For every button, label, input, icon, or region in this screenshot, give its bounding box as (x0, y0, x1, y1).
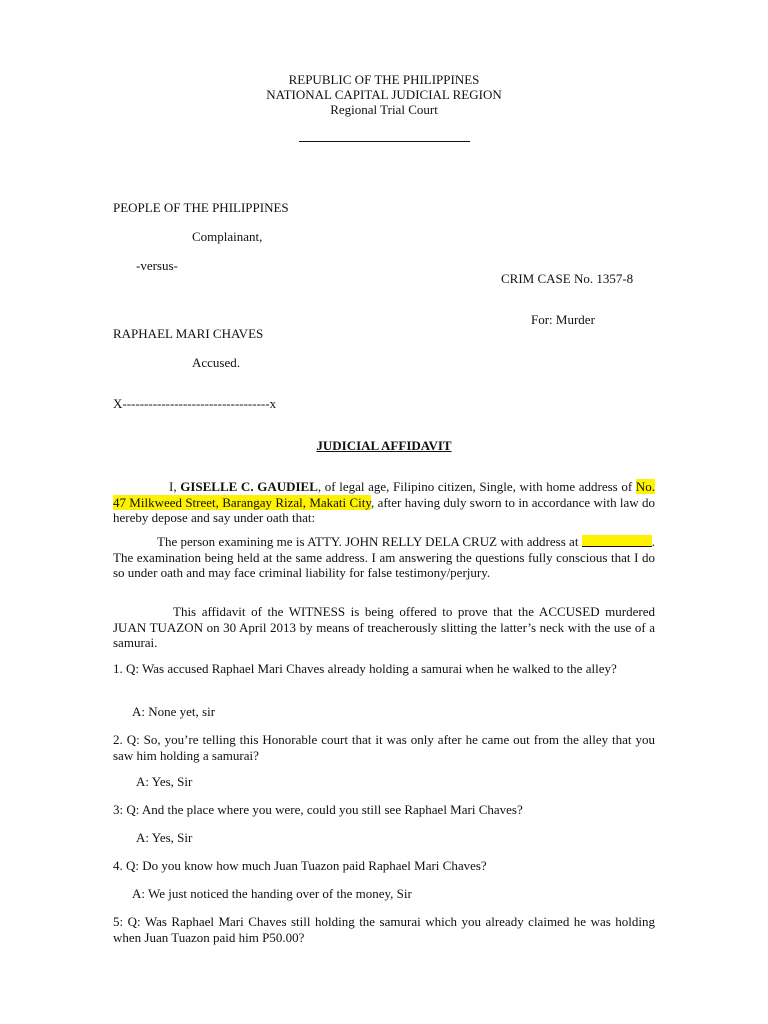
case-number: CRIM CASE No. 1357-8 (501, 271, 634, 286)
answer-2: A: Yes, Sir (136, 774, 193, 789)
header-line-2: NATIONAL CAPITAL JUDICIAL REGION (266, 87, 502, 102)
p2-text-a: The person examining me is ATTY. JOHN RELLY DELA CRUZ with address at (157, 534, 582, 549)
question-1: 1. Q: Was accused Raphael Mari Chaves already holding a samurai when he walked to the alley? (113, 661, 617, 676)
question-4: 4. Q: Do you know how much Juan Tuazon paid Raphael Mari Chaves? (113, 858, 487, 873)
header-line-3: Regional Trial Court (330, 102, 438, 117)
intro-paragraph-2 (113, 534, 655, 581)
accused-role: Accused. (192, 355, 241, 370)
offense-label: For: Murder (531, 312, 595, 327)
answer-3: A: Yes, Sir (136, 830, 193, 845)
question-2: 2. Q: So, you’re telling this Honorable court that it was only after he came out from the alley that you saw him holding a samurai? (113, 732, 655, 763)
affiant-address-highlight: No. 47 Milkweed Street, Barangay Rizal, Makati City (113, 479, 655, 510)
question-5: 5: Q: Was Raphael Mari Chaves still holding the samurai which you already claimed he was holding when Juan Tuazon paid him P50.00? (113, 914, 655, 945)
p1-text-c: , after having duly sworn to in accordance with law do hereby depose and say under oath that: (113, 494, 655, 525)
header-line-1: REPUBLIC OF THE PHILIPPINES (288, 72, 480, 87)
versus-label: -versus- (136, 258, 178, 273)
caption-separator: X----------------------------------x (113, 396, 277, 411)
affiant-name: GISELLE C. GAUDIEL (180, 479, 318, 494)
p1-text-a: I, (169, 479, 181, 494)
intro-paragraph-3: This affidavit of the WITNESS is being offered to prove that the ACCUSED murdered JUAN TUAZON on 30 April 2013 by means of treacherously slitting the latter’s neck with the use of a samurai. (113, 604, 655, 650)
accused-name: RAPHAEL MARI CHAVES (113, 326, 264, 341)
answer-1: A: None yet, sir (132, 704, 216, 719)
p1-text-b: , of legal age, Filipino citizen, Single, with home address of (317, 479, 636, 494)
address-blank-highlight (582, 535, 652, 547)
intro-paragraph-1 (113, 479, 655, 526)
header-rule (299, 141, 470, 142)
question-3: 3: Q: And the place where you were, could you still see Raphael Mari Chaves? (113, 802, 523, 817)
p2-text-b: . The examination being held at the same address. I am answering the questions fully conscious that I do so under oath and may face criminal liability for false testimony/perjury. (113, 534, 655, 580)
document-title: JUDICIAL AFFIDAVIT (316, 438, 452, 453)
answer-4: A: We just noticed the handing over of the money, Sir (132, 886, 412, 901)
plaintiff-name: PEOPLE OF THE PHILIPPINES (113, 200, 289, 215)
plaintiff-role: Complainant, (192, 229, 263, 244)
